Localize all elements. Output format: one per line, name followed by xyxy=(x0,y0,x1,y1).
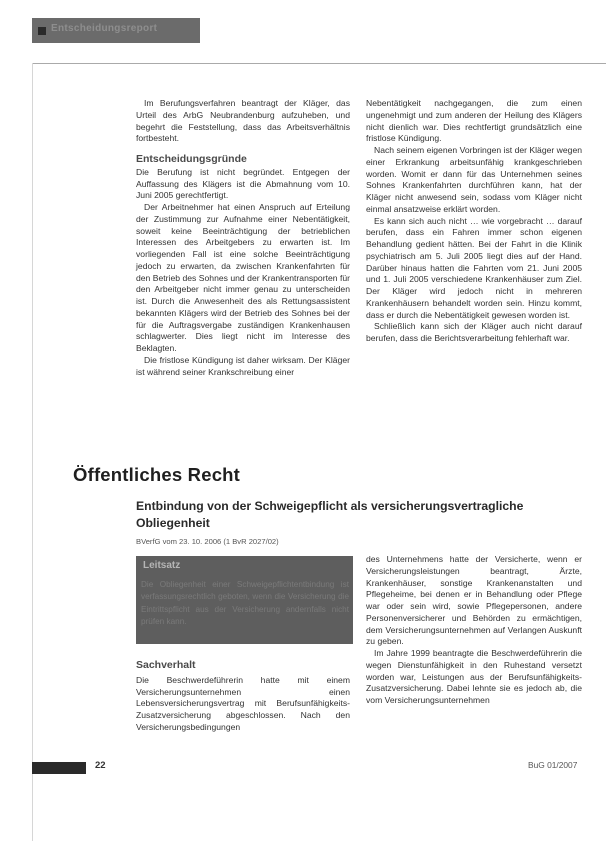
paragraph: Der Arbeitnehmer hat einen Anspruch auf Erteilung der Zustimmung zur Aufnahme einer Nebentätigkeit, soweit keine Beeinträchtigung der betrieblichen Interessen des Arbeitgebers zu erwarten ist. Im vorliegenden Fall ist eine solche Beeinträchtigung jedoch zu erwarten, da zwischen Krankenfahrten für den Betrieb des Sohnes und der Krankentransporten für den Arbeitgeber nicht immer genau zu unterscheiden ist. Durch die Anwesenheit des als Rettungsassistent bekannten Klägers wird der Betrieb des Sohnes bei der für die Auftragsvergabe zuständigen Krankenhausen schlagwerter. Dies liegt nicht im Interesse des Beklagten. xyxy=(136,202,350,353)
paragraph: Es kann sich auch nicht … wie vorgebracht … darauf berufen, dass ein Fahren immer schon eigenen Behandlung gedient hätten. Bei der Fahrt in die Klinik psychiatrisch am 5. Juli 2005 liegt dies auf der Hand. Darüber hinaus hatten die Fahrten vom 21. Juni 2005 und 1. Juli 2005 verschiedene Krankenhäuser zum Ziel. Der Kläger wird jedoch nicht in mehreren Krankenhäusern behandelt worden sein. Hinzu kommt, dass er durch die Nebentätigkeit gewesen worden ist. xyxy=(366,215,582,320)
article-reference: BVerfG vom 23. 10. 2006 (1 BvR 2027/02) xyxy=(136,537,279,546)
journal-reference: BuG 01/2007 xyxy=(528,760,578,770)
article-title: Entbindung von der Schweigepflicht als versicherungsvertragliche Obliegenheit xyxy=(136,499,524,530)
page-number: 22 xyxy=(95,760,106,771)
section-header-label: Entscheidungsreport xyxy=(51,23,158,34)
section-title: Öffentliches Recht xyxy=(73,464,241,485)
heading-entscheidungsgruende: Entscheidungsgründe xyxy=(136,153,247,165)
left-margin-rule xyxy=(32,63,33,841)
leitsatz-heading: Leitsatz xyxy=(143,560,181,571)
top-right-column xyxy=(366,98,582,345)
paragraph: Im Jahre 1999 beantragte die Beschwerdeführerin die wegen Dienstunfähigkeit in den Ruhestand versetzt worden war, Leistungen aus der Berufsunfähigkeits-Zusatzversicherung. Dabei lehnte sie es jedoch ab, die vom Versicherungsunternehmen xyxy=(366,648,582,705)
paragraph: Die fristlose Kündigung ist daher wirksam. Der Kläger ist während seiner Krankschreibung einer xyxy=(136,354,350,377)
intro-paragraph: Im Berufungsverfahren beantragt der Kläger, das Urteil des ArbG Neubrandenburg aufzuheben, und begehrt die Feststellung, dass das Arbeitsverhältnis fortbesteht. xyxy=(136,98,350,144)
top-left-column xyxy=(136,98,350,378)
leitsatz-text: Die Obliegenheit einer Schweigepflichtentbindung ist verfassungsrechtlich geboten, wenn die Versicherung die Eintrittspflicht aus der Versicherung andernfalls nicht prüfen kann. xyxy=(141,580,349,626)
paragraph: Nach seinem eigenen Vorbringen ist der Kläger wegen einer Erkrankung arbeitsunfähig krankgeschrieben worden. Womit er dann für das Unternehmen seines Sohnes Krankenfahrten durchführen kann, hat der Kläger nicht anwesend sein, sodass vom Kläger nicht einmal ansatzweise erklärt worden. xyxy=(366,145,582,214)
section-right-column xyxy=(366,554,582,707)
paragraph: Schließlich kann sich der Kläger auch nicht darauf berufen, dass die Berichtsverarbeitung fehlerhaft war. xyxy=(366,321,582,343)
header-square-icon xyxy=(38,27,46,35)
top-rule xyxy=(32,63,606,64)
paragraph: Nebentätigkeit nachgegangen, die zum einen ungenehmigt und zum anderen der Heilung des Klägers nicht dienlich war. Dies rechtfertigt grundsätzlich eine fristlose Kündigung. xyxy=(366,98,582,144)
footer-bar xyxy=(32,762,86,774)
sachverhalt-column xyxy=(136,660,350,734)
paragraph: Die Berufung ist nicht begründet. Entgegen der Auffassung des Klägers ist die Abmahnung vom 10. Juni 2005 gerechtfertigt. xyxy=(136,166,350,201)
paragraph: des Unternehmens hatte der Versicherte, wenn er Versicherungsleistungen beantragt, Ärzte, Krankenhäuser, sonstige Krankenanstalten und Pflegeheime, bei denen er in Behandlung oder Pflege war oder sein wird, sowie Pflegepersonen, andere Personenversicherer und Behörden zu ermächtigen, dem Versicherungsunternehmen auf Verlangen Auskunft zu geben. xyxy=(366,554,582,647)
heading-sachverhalt: Sachverhalt xyxy=(136,659,196,671)
paragraph: Die Beschwerdeführerin hatte mit einem Versicherungsunternehmen einen Lebensversicherungsvertrag mit Berufsunfähigkeits-Zusatzversicherung abgeschlossen. Nach den Versicherungsbedingungen xyxy=(136,674,350,732)
